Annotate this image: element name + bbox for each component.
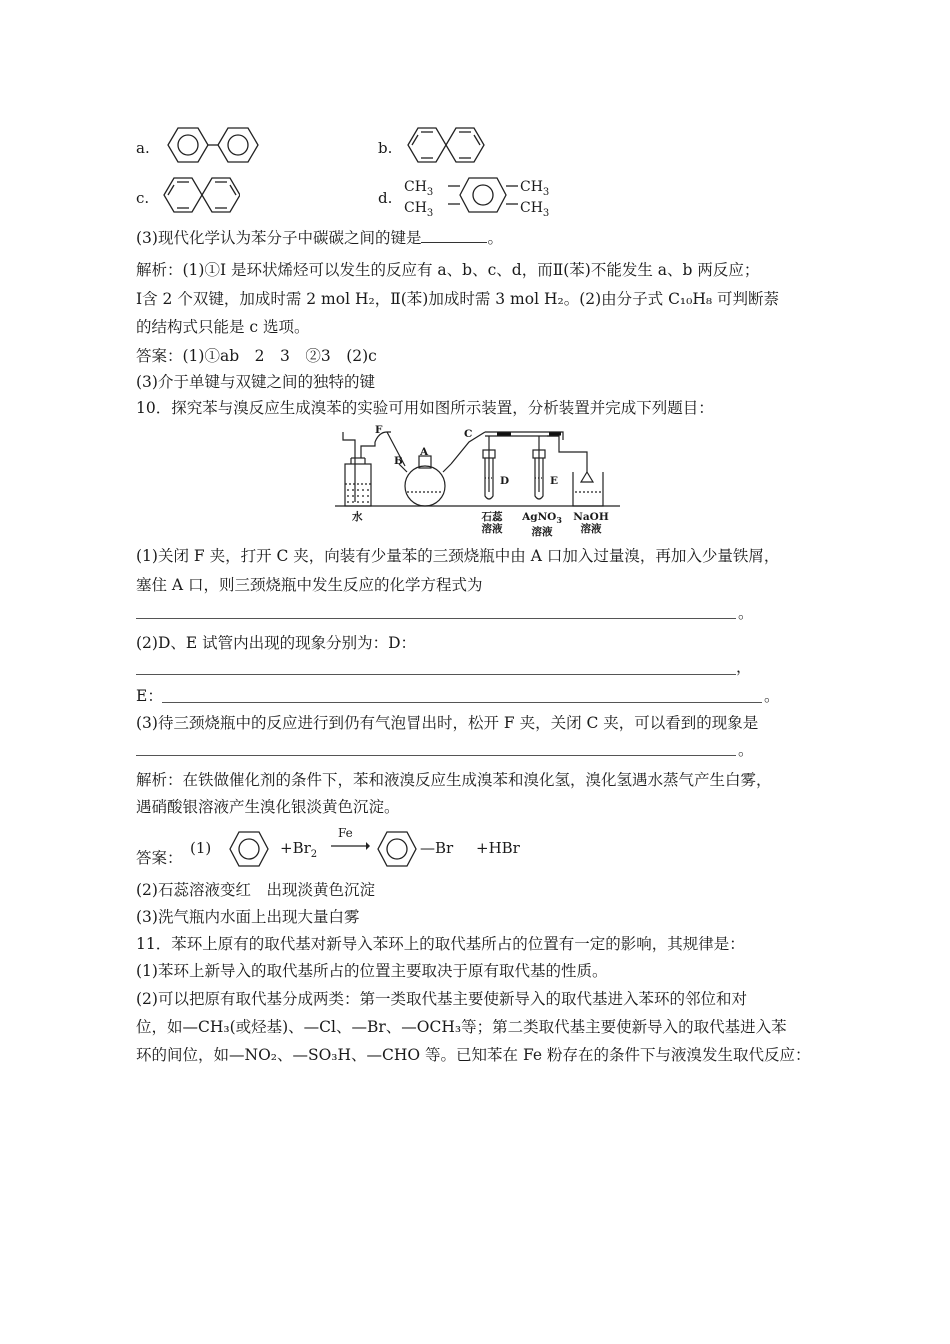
q11-line2: (1)苯环上新导入的取代基所占的位置主要取决于原有取代基的性质。 — [136, 962, 608, 980]
q10-analysis-line1: 解析：在铁做催化剂的条件下，苯和液溴反应生成溴苯和溴化氢，溴化氢遇水蒸气产生白雾， — [136, 771, 772, 789]
q11-title: 11．苯环上原有的取代基对新导入苯环上的取代基所占的位置有一定的影响，其规律是： — [136, 935, 745, 953]
ch3-bottom-right: $CH_3$ — [520, 200, 550, 219]
q9-answer-line2: (3)介于单键与双键之间的独特的键 — [136, 373, 375, 391]
q10-p1-line2: 塞住 A 口，则三颈烧瓶中发生反应的化学方程式为 — [136, 576, 483, 594]
tube-d-label: D — [500, 475, 510, 487]
port-a-label: A — [420, 446, 429, 458]
q10-title: 10．探究苯与溴反应生成溴苯的实验可用如图所示装置，分析装置并完成下列题目： — [136, 399, 714, 417]
eq-br-substituent: —Br — [420, 839, 454, 857]
water-label: 水 — [352, 511, 363, 523]
spiro-structure — [404, 122, 490, 168]
q9-answer-line1: 答案：(1)①ab 2 3 ②3 (2)c — [136, 347, 377, 365]
option-b-label: b. — [378, 139, 393, 157]
option-a-label: a. — [136, 139, 150, 157]
ch3-top-right: $CH_3$ — [520, 179, 550, 198]
ch3-top-left: $CH_3$ — [404, 179, 434, 198]
eq-hbr: +HBr — [476, 839, 520, 857]
q10-answer-line3: (3)洗气瓶内水面上出现大量白雾 — [136, 908, 360, 926]
q10-answer-line2: (2)石蕊溶液变红 出现淡黄色沉淀 — [136, 881, 375, 899]
q11-line4: 位，如—CH₃(或烃基)、—Cl、—Br、—OCH₃等；第二类取代基主要使新导入的取代基进入苯 — [136, 1018, 787, 1036]
q11-line3: (2)可以把原有取代基分成两类：第一类取代基主要使新导入的取代基进入苯环的邻位和对 — [136, 990, 747, 1008]
q10-p2-e-label: E： — [136, 687, 163, 705]
clamp-c-label: C — [464, 428, 473, 440]
option-d-label: d. — [378, 189, 393, 207]
q10-answer-label: 答案： — [136, 849, 183, 867]
q10-p3-answer-blank[interactable] — [136, 755, 736, 756]
q10-p1-answer-blank[interactable] — [136, 618, 736, 619]
port-b-label: B — [394, 455, 403, 467]
eq-catalyst: Fe — [338, 826, 353, 840]
biphenyl-structure — [160, 122, 270, 168]
tube-e-label: E — [550, 475, 559, 487]
benzene-product — [374, 828, 420, 870]
q9-analysis-line1: 解析：(1)①Ⅰ 是环状烯烃可以发生的反应有 a、b、c、d，而Ⅱ(苯)不能发生 a、b 两反应； — [136, 261, 760, 279]
q9-analysis-line2: Ⅰ含 2 个双键，加成时需 2 mol H₂，Ⅱ(苯)加成时需 3 mol H₂。(2)由分子式 C₁₀H₈ 可判断萘 — [136, 290, 780, 308]
q10-p3-end: 。 — [738, 741, 754, 759]
q10-p2-comma: ， — [736, 658, 752, 676]
option-c-label: c. — [136, 189, 150, 207]
q10-analysis-line2: 遇硝酸银溶液产生溴化银淡黄色沉淀。 — [136, 798, 400, 816]
q10-p2-end: 。 — [764, 687, 780, 705]
naphthalene-structure — [160, 172, 240, 218]
q10-p1-line1: (1)关闭 F 夹，打开 C 夹，向装有少量苯的三颈烧瓶中由 A 口加入过量溴，再加入少量铁屑， — [136, 547, 780, 565]
litmus-label: 石蕊 溶液 — [481, 511, 503, 535]
naoh-label: NaOH 溶液 — [573, 511, 609, 535]
ch3-bottom-left: $CH_3$ — [404, 200, 434, 219]
q10-p3-line: (3)待三颈烧瓶中的反应进行到仍有气泡冒出时，松开 F 夹，关闭 C 夹，可以看到的现象是 — [136, 714, 759, 732]
q9-analysis-line3: 的结构式只能是 c 选项。 — [136, 318, 310, 336]
q10-p1-end: 。 — [738, 604, 754, 622]
q10-p2-line: (2)D、E 试管内出现的现象分别为：D： — [136, 634, 417, 652]
tetramethyl-ring — [446, 170, 520, 220]
eq-num: (1) — [190, 839, 212, 857]
agno3-label: AgNO$_3$ 溶液 — [522, 511, 562, 539]
q9-part3-question: (3)现代化学认为苯分子中碳碳之间的键是 。 — [136, 229, 503, 247]
reaction-arrow — [330, 840, 370, 852]
q10-p2-d-blank[interactable] — [136, 674, 736, 675]
benzene-reactant — [226, 828, 272, 870]
q11-line5: 环的间位，如—NO₂、—SO₃H、—CHO 等。已知苯在 Fe 粉存在的条件下与液溴发生取代反应： — [136, 1046, 811, 1064]
clamp-f-label: F — [375, 424, 383, 436]
q10-p2-e-blank[interactable] — [162, 702, 762, 703]
eq-br2: $+Br_2$ — [280, 839, 318, 860]
